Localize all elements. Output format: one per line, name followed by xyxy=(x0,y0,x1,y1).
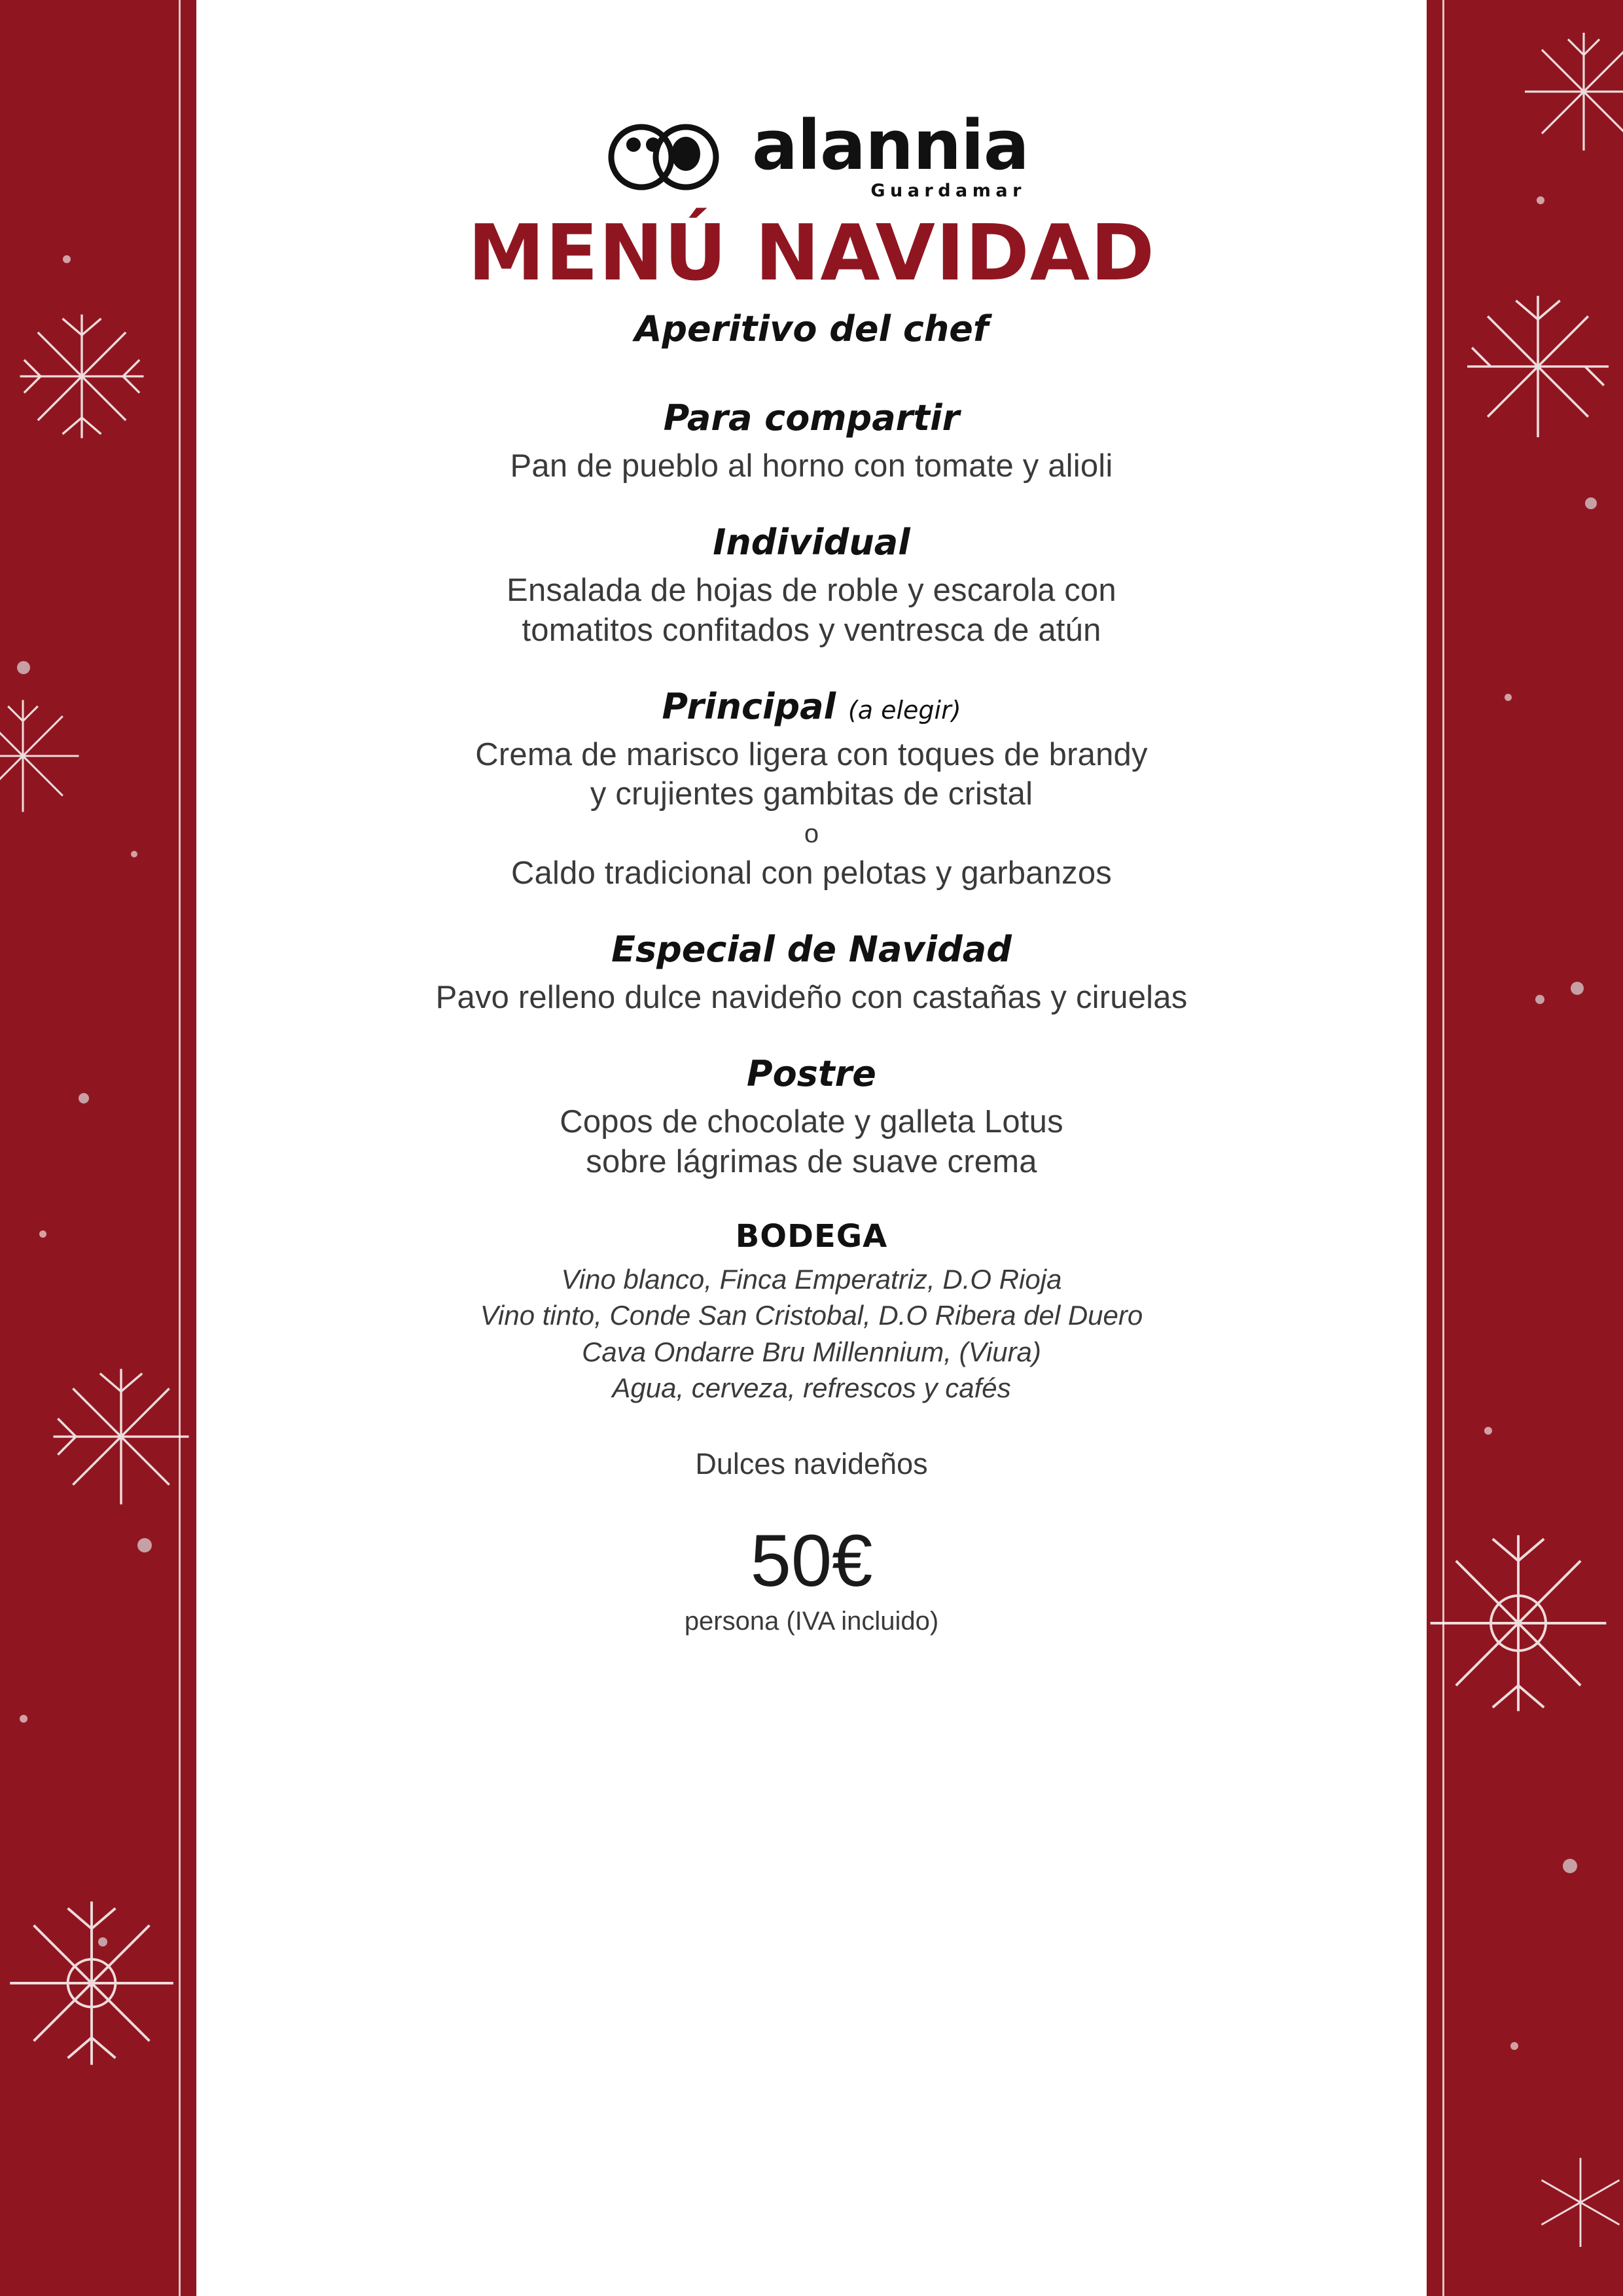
section-line: sobre lágrimas de suave crema xyxy=(586,1143,1037,1179)
menu-section-postre xyxy=(196,1054,1427,1181)
snowflake-icon xyxy=(1525,2147,1623,2258)
brand-name: alannia xyxy=(752,105,1029,185)
snow-dot xyxy=(63,255,71,263)
snowflake-icon xyxy=(1518,26,1623,157)
section-heading-note: (a elegir) xyxy=(847,695,961,725)
section-line: Crema de marisco ligera con toques de brandy xyxy=(475,737,1148,773)
brand-wordmark xyxy=(752,105,1029,201)
menu-section-principal xyxy=(196,687,1427,893)
brand-location: Guardamar xyxy=(870,181,1026,201)
section-heading: Especial de Navidad xyxy=(611,928,1012,970)
snow-dot xyxy=(20,1715,27,1723)
section-line: y crujientes gambitas de cristal xyxy=(590,776,1033,812)
snow-dot xyxy=(39,1230,46,1238)
sweets-line: Dulces navideños xyxy=(695,1446,928,1480)
snow-dot xyxy=(1484,1427,1492,1435)
price-amount: 50€ xyxy=(750,1519,873,1602)
section-line: tomatitos confitados y ventresca de atún xyxy=(522,612,1101,648)
section-line: Pavo relleno dulce navideño con castañas y ciruelas xyxy=(435,979,1188,1015)
menu-section-para-compartir xyxy=(196,398,1427,486)
snow-dot xyxy=(137,1538,152,1552)
menu-section-bodega xyxy=(196,1218,1427,1407)
decorative-right-band xyxy=(1427,0,1623,2296)
bodega-line: Vino blanco, Finca Emperatriz, D.O Rioja xyxy=(561,1263,1062,1295)
snowflake-icon xyxy=(0,694,85,818)
bodega-line: Vino tinto, Conde San Cristobal, D.O Ribera del Duero xyxy=(480,1300,1143,1331)
snowflake-icon xyxy=(1459,288,1616,445)
menu-subtitle: Aperitivo del chef xyxy=(634,308,989,350)
price-note: persona (IVA incluido) xyxy=(684,1606,939,1636)
page-title: MENÚ NAVIDAD xyxy=(467,207,1156,298)
section-heading: Postre xyxy=(747,1053,876,1095)
section-line: Ensalada de hojas de roble y escarola con xyxy=(507,573,1116,609)
menu-content xyxy=(196,105,1427,1636)
snow-dot xyxy=(1585,497,1597,509)
section-line: Caldo tradicional con pelotas y garbanzos xyxy=(511,855,1112,891)
snowflake-icon xyxy=(1427,1532,1610,1715)
section-heading: Individual xyxy=(713,522,910,564)
snowflake-icon xyxy=(7,1898,177,2068)
snow-dot xyxy=(79,1093,89,1103)
section-heading-text: Principal xyxy=(662,685,836,727)
bodega-line: Cava Ondarre Bru Millennium, (Viura) xyxy=(582,1336,1041,1367)
bodega-heading: BODEGA xyxy=(735,1217,888,1255)
decorative-left-band xyxy=(0,0,196,2296)
snow-dot xyxy=(1563,1859,1577,1873)
snow-dot xyxy=(1510,2042,1518,2050)
menu-sheet xyxy=(196,0,1427,2296)
snow-dot xyxy=(1537,196,1544,204)
band-rule-left xyxy=(179,0,181,2296)
brand-logo xyxy=(196,105,1427,201)
section-line: Pan de pueblo al horno con tomate y alioli xyxy=(510,448,1113,484)
bodega-line: Agua, cerveza, refrescos y cafés xyxy=(612,1372,1011,1404)
section-heading: Para compartir xyxy=(663,397,960,439)
snowflake-icon xyxy=(13,308,151,445)
section-separator: o xyxy=(804,819,819,848)
snow-dot xyxy=(1505,694,1512,701)
snow-dot xyxy=(131,851,137,857)
band-rule-right xyxy=(1442,0,1444,2296)
snow-dot xyxy=(98,1937,107,1946)
snow-dot xyxy=(1571,982,1584,995)
menu-section-individual xyxy=(196,522,1427,650)
snow-dot xyxy=(17,661,30,674)
alannia-rings-icon xyxy=(594,113,735,198)
snow-dot xyxy=(1535,995,1544,1004)
section-line: Copos de chocolate y galleta Lotus xyxy=(560,1104,1063,1140)
section-heading xyxy=(196,687,1427,727)
menu-section-especial-navidad xyxy=(196,929,1427,1017)
snowflake-icon xyxy=(46,1361,196,1512)
